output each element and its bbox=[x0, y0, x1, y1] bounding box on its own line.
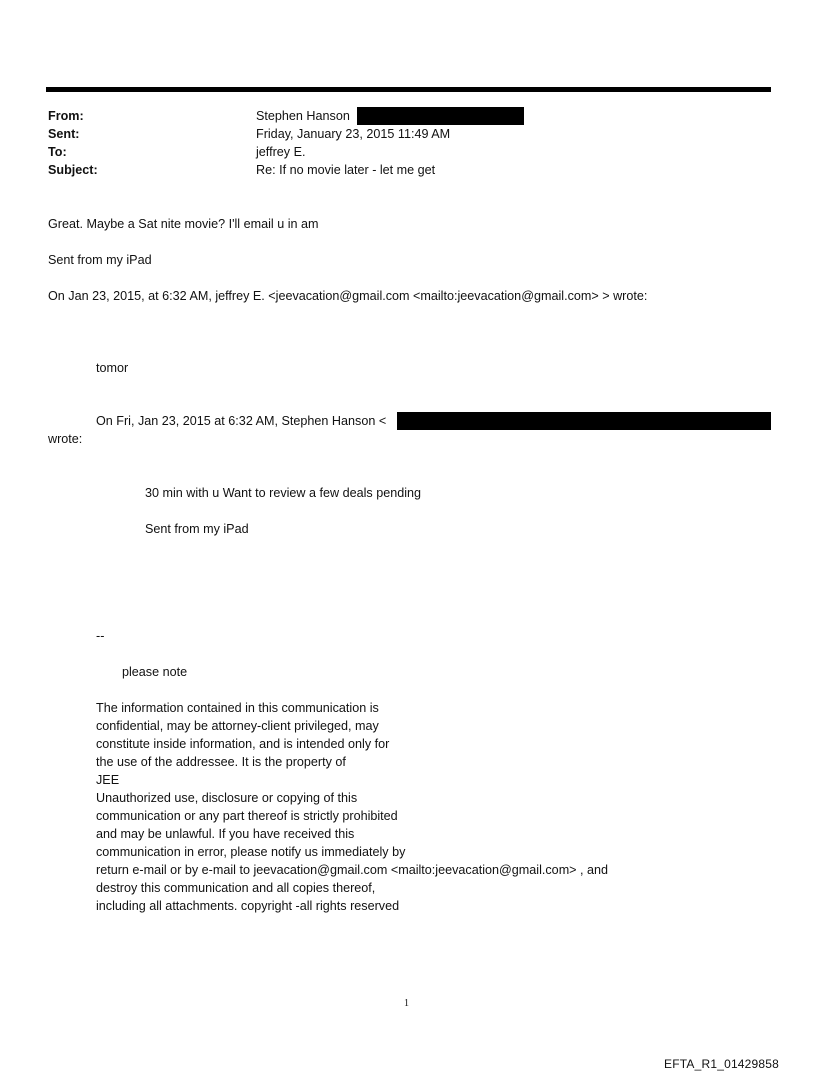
body-line: Great. Maybe a Sat nite movie? I'll email u in am bbox=[48, 217, 319, 231]
quoted-text: 30 min with u Want to review a few deals pending bbox=[145, 486, 422, 500]
quoted-text: Sent from my iPad bbox=[145, 522, 249, 536]
quote-attribution-end: wrote: bbox=[48, 432, 83, 446]
redaction-bar bbox=[357, 107, 524, 125]
header-rule bbox=[46, 87, 771, 92]
from-value: Stephen Hanson bbox=[256, 109, 350, 123]
subject-value: Re: If no movie later - let me get bbox=[256, 163, 436, 177]
body-line: Sent from my iPad bbox=[48, 253, 152, 267]
disclaimer-line: confidential, may be attorney-client privileged, may bbox=[96, 719, 379, 733]
disclaimer-line: Unauthorized use, disclosure or copying of this bbox=[96, 791, 358, 805]
redaction-bar bbox=[397, 412, 771, 430]
quoted-text: tomor bbox=[96, 361, 129, 375]
disclaimer-line: JEE bbox=[96, 773, 120, 787]
subject-label: Subject: bbox=[48, 163, 98, 177]
disclaimer-line: return e-mail or by e-mail to jeevacation@gmail.com <mailto:jeevacation@gmail.com> , and bbox=[96, 863, 609, 877]
sent-label: Sent: bbox=[48, 127, 80, 141]
disclaimer-line: destroy this communication and all copies thereof, bbox=[96, 881, 376, 895]
document-id: EFTA_R1_01429858 bbox=[664, 1057, 780, 1071]
body-line: On Jan 23, 2015, at 6:32 AM, jeffrey E. <jeevacation@gmail.com <mailto:jeevacation@gmail.com> > wrote: bbox=[48, 289, 648, 303]
disclaimer-line: the use of the addressee. It is the property of bbox=[96, 755, 346, 769]
disclaimer-line: constitute inside information, and is intended only for bbox=[96, 737, 390, 751]
please-note: please note bbox=[122, 665, 188, 679]
sent-value: Friday, January 23, 2015 11:49 AM bbox=[256, 127, 451, 141]
page-number: 1 bbox=[404, 998, 409, 1009]
to-value: jeffrey E. bbox=[256, 145, 306, 159]
disclaimer-line: and may be unlawful. If you have received this bbox=[96, 827, 355, 841]
quote-attribution: On Fri, Jan 23, 2015 at 6:32 AM, Stephen Hanson < bbox=[96, 414, 387, 428]
signature-separator: -- bbox=[96, 629, 105, 643]
disclaimer-line: The information contained in this communication is bbox=[96, 701, 379, 715]
disclaimer-line: including all attachments. copyright -all rights reserved bbox=[96, 899, 400, 913]
disclaimer-line: communication or any part thereof is strictly prohibited bbox=[96, 809, 398, 823]
from-label: From: bbox=[48, 109, 84, 123]
to-label: To: bbox=[48, 145, 67, 159]
disclaimer-line: communication in error, please notify us immediately by bbox=[96, 845, 406, 859]
